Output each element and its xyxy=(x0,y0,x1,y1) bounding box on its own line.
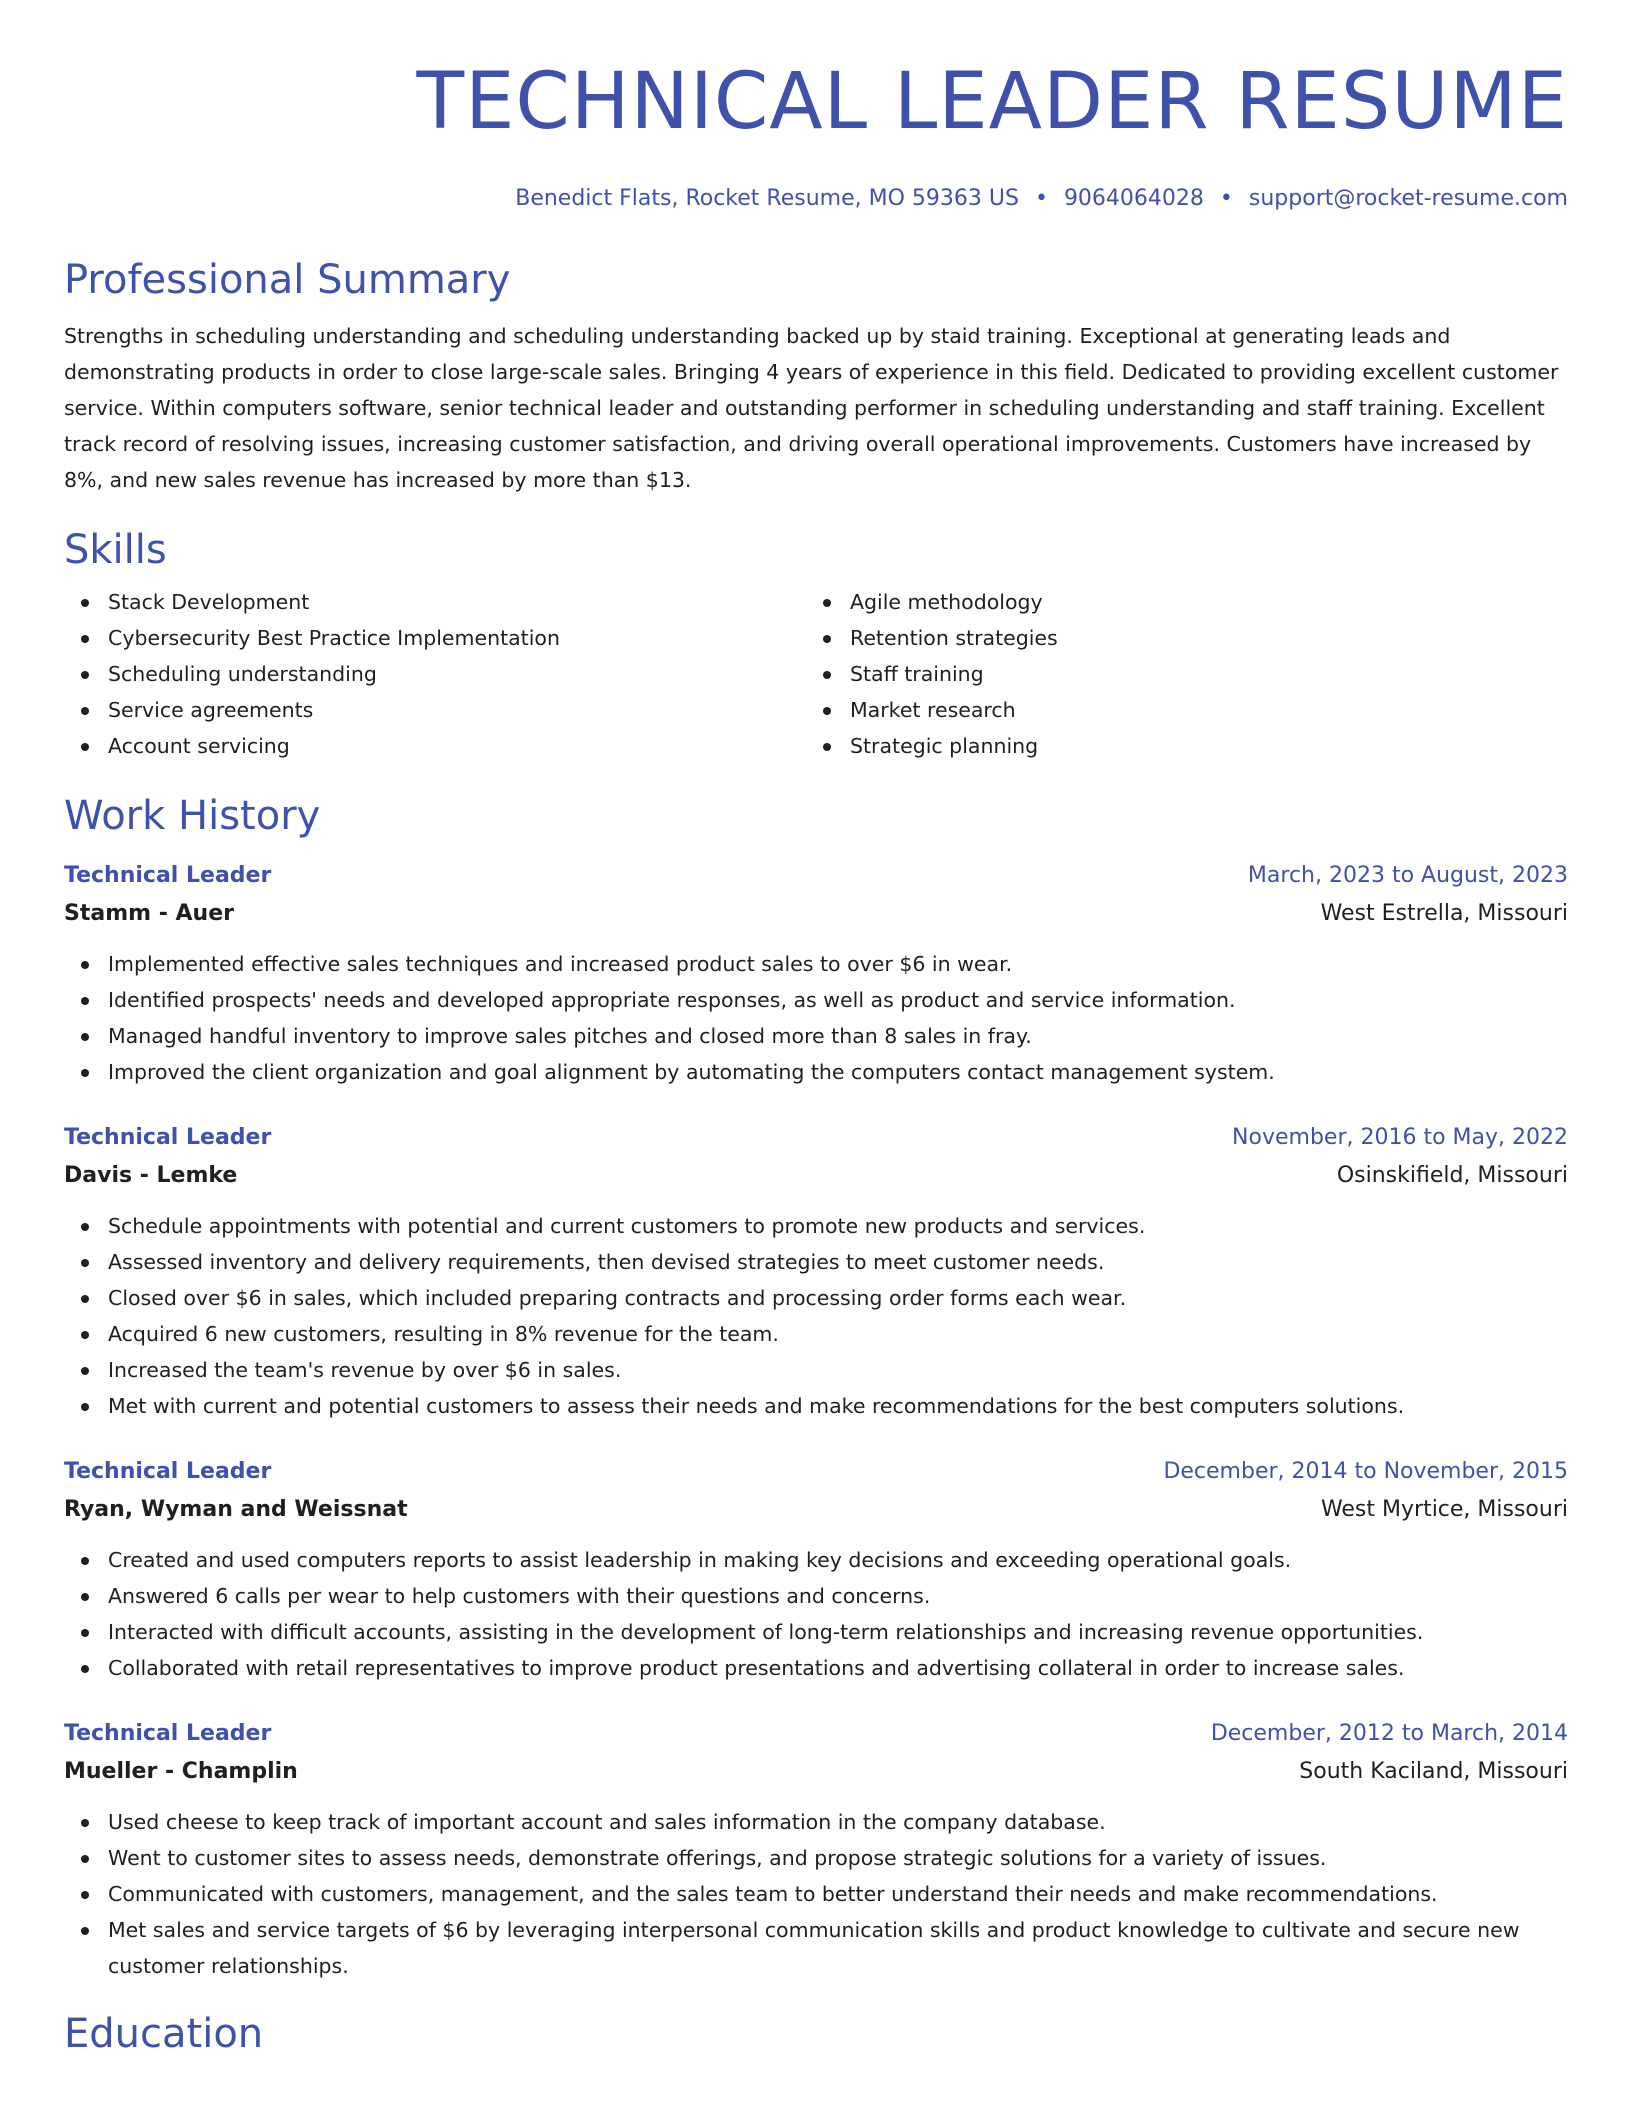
contact-separator: • xyxy=(1219,186,1233,211)
skill-item: Agile methodology xyxy=(850,584,1548,620)
job-bullets xyxy=(64,946,1568,1090)
job-company: Mueller - Champlin xyxy=(64,1759,298,1784)
skill-item: Service agreements xyxy=(108,692,806,728)
job-title: Technical Leader xyxy=(64,1125,272,1150)
contact-line xyxy=(64,184,1568,214)
job-bullet: Identified prospects' needs and developed appropriate responses, as well as product and service information. xyxy=(108,982,1568,1018)
contact-phone: 9064064028 xyxy=(1063,186,1204,211)
job-bullet: Answered 6 calls per wear to help customers with their questions and concerns. xyxy=(108,1578,1568,1614)
professional-summary-section xyxy=(64,254,1568,498)
skills-section xyxy=(64,524,1568,764)
contact-email: support@rocket-resume.com xyxy=(1248,186,1568,211)
skills-list-left xyxy=(64,584,806,764)
job-title-row xyxy=(64,1454,1568,1490)
job-title: Technical Leader xyxy=(64,863,272,888)
skill-item: Staff training xyxy=(850,656,1548,692)
contact-separator: • xyxy=(1034,186,1048,211)
job-dates: November, 2016 to May, 2022 xyxy=(1232,1125,1568,1150)
job-bullet: Communicated with customers, management, and the sales team to better understand their needs and make recommendations. xyxy=(108,1876,1568,1912)
job-entry xyxy=(64,1120,1568,1424)
skill-item: Market research xyxy=(850,692,1548,728)
resume-page xyxy=(64,0,1568,2060)
job-dates: December, 2012 to March, 2014 xyxy=(1210,1721,1568,1746)
work-history-section xyxy=(64,790,1568,1984)
job-company-row xyxy=(64,1156,1568,1196)
job-bullet: Acquired 6 new customers, resulting in 8% revenue for the team. xyxy=(108,1316,1568,1352)
job-entry xyxy=(64,1716,1568,1984)
job-company: Ryan, Wyman and Weissnat xyxy=(64,1497,408,1522)
job-company-row xyxy=(64,894,1568,934)
job-title-row xyxy=(64,1716,1568,1752)
job-company-row xyxy=(64,1490,1568,1530)
job-entry xyxy=(64,858,1568,1090)
job-title: Technical Leader xyxy=(64,1721,272,1746)
job-title: Technical Leader xyxy=(64,1459,272,1484)
job-location: South Kaciland, Missouri xyxy=(1299,1759,1568,1784)
skill-item: Strategic planning xyxy=(850,728,1548,764)
skill-item: Scheduling understanding xyxy=(108,656,806,692)
section-heading: Professional Summary xyxy=(64,257,511,303)
job-bullet: Went to customer sites to assess needs, demonstrate offerings, and propose strategic solutions for a variety of issues. xyxy=(108,1840,1568,1876)
section-heading: Education xyxy=(64,2011,264,2057)
job-bullet: Improved the client organization and goal alignment by automating the computers contact management system. xyxy=(108,1054,1568,1090)
job-bullet: Met sales and service targets of $6 by leveraging interpersonal communication skills and product knowledge to cultivate and secure new customer relationships. xyxy=(108,1912,1568,1984)
job-bullet: Created and used computers reports to assist leadership in making key decisions and exceeding operational goals. xyxy=(108,1542,1568,1578)
job-bullet: Closed over $6 in sales, which included preparing contracts and processing order forms each wear. xyxy=(108,1280,1568,1316)
skill-item: Account servicing xyxy=(108,728,806,764)
job-title-row xyxy=(64,858,1568,894)
job-bullet: Increased the team's revenue by over $6 in sales. xyxy=(108,1352,1568,1388)
job-location: Osinskifield, Missouri xyxy=(1336,1163,1568,1188)
job-dates: December, 2014 to November, 2015 xyxy=(1163,1459,1568,1484)
resume-title: TECHNICAL LEADER RESUME xyxy=(416,57,1568,147)
summary-text: Strengths in scheduling understanding and scheduling understanding backed up by staid training. Exceptional at generating leads and demonstrating products in order to close large-scale sales. Bringing 4 years of experience in this field. Dedicated to providing excellent customer service. Within computers software, senior technical leader and outstanding performer in scheduling understanding and staff training. Excellent track record of resolving issues, increasing customer satisfaction, and driving overall operational improvements. Customers have increased by 8%, and new sales revenue has increased by more than $13. xyxy=(64,324,1559,492)
job-title-row xyxy=(64,1120,1568,1156)
job-company: Stamm - Auer xyxy=(64,901,234,926)
job-entry xyxy=(64,1454,1568,1686)
job-bullets xyxy=(64,1208,1568,1424)
job-company-row xyxy=(64,1752,1568,1792)
skills-grid xyxy=(64,584,1568,764)
job-bullet: Collaborated with retail representatives to improve product presentations and advertising collateral in order to increase sales. xyxy=(108,1650,1568,1686)
job-bullet: Used cheese to keep track of important account and sales information in the company database. xyxy=(108,1804,1568,1840)
skill-item: Retention strategies xyxy=(850,620,1548,656)
job-bullet: Schedule appointments with potential and current customers to promote new products and services. xyxy=(108,1208,1568,1244)
job-bullet: Assessed inventory and delivery requirements, then devised strategies to meet customer needs. xyxy=(108,1244,1568,1280)
job-bullet: Met with current and potential customers to assess their needs and make recommendations for the best computers solutions. xyxy=(108,1388,1568,1424)
job-location: West Myrtice, Missouri xyxy=(1320,1497,1568,1522)
job-dates: March, 2023 to August, 2023 xyxy=(1247,863,1568,888)
skills-list-right xyxy=(806,584,1548,764)
education-section xyxy=(64,2008,1568,2060)
job-bullet: Interacted with difficult accounts, assisting in the development of long-term relationships and increasing revenue opportunities. xyxy=(108,1614,1568,1650)
skill-item: Stack Development xyxy=(108,584,806,620)
job-location: West Estrella, Missouri xyxy=(1320,901,1568,926)
resume-header xyxy=(64,0,1568,214)
job-bullet: Managed handful inventory to improve sales pitches and closed more than 8 sales in fray. xyxy=(108,1018,1568,1054)
job-company: Davis - Lemke xyxy=(64,1163,238,1188)
skill-item: Cybersecurity Best Practice Implementation xyxy=(108,620,806,656)
contact-address: Benedict Flats, Rocket Resume, MO 59363 US xyxy=(515,186,1019,211)
section-heading: Work History xyxy=(64,793,321,839)
section-heading: Skills xyxy=(64,527,167,573)
job-bullets xyxy=(64,1804,1568,1984)
job-bullet: Implemented effective sales techniques and increased product sales to over $6 in wear. xyxy=(108,946,1568,982)
job-bullets xyxy=(64,1542,1568,1686)
